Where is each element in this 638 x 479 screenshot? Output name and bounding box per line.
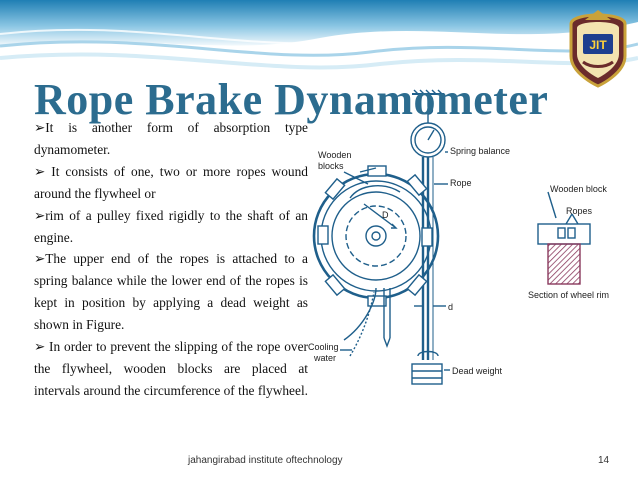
rope-brake-diagram xyxy=(304,88,638,400)
logo-text: JIT xyxy=(589,38,607,52)
bullet-list xyxy=(34,117,308,402)
bullet-item: ➢The upper end of the ropes is attached to a spring balance while the lower end of the ropes is kept in position by applying a dead weight as shown in Figure. xyxy=(34,251,308,333)
page-number: 14 xyxy=(598,455,610,466)
bullet-item: ➢rim of a pulley fixed rigidly to the shaft of an engine. xyxy=(34,207,308,245)
label-rope-d: d xyxy=(448,302,454,312)
label-diameter: D xyxy=(382,210,389,220)
label-dead-weight: Dead weight xyxy=(452,366,503,376)
label-wooden-blocks-2: blocks xyxy=(318,161,344,171)
college-logo xyxy=(563,6,633,90)
label-wooden-blocks-1: Wooden xyxy=(318,150,352,160)
label-wooden-block: Wooden block xyxy=(550,184,607,194)
label-spring-balance: Spring balance xyxy=(450,146,511,156)
label-rope: Rope xyxy=(450,178,472,188)
label-section: Section of wheel rim xyxy=(528,290,610,300)
label-cooling-1: Cooling xyxy=(308,342,339,352)
slide-title: Rope Brake Dynamometer xyxy=(34,75,549,124)
label-ropes: Ropes xyxy=(566,206,593,216)
bullet-item: ➢ It consists of one, two or more ropes wound around the flywheel or xyxy=(34,163,308,201)
bullet-item: ➢ In order to prevent the slipping of the rope over the flywheel, wooden blocks are placed at intervals around the circumference of the flywheel. xyxy=(34,339,309,398)
bullet-item: ➢It is another form of absorption type dynamometer. xyxy=(34,120,308,157)
label-cooling-2: water xyxy=(314,353,337,363)
footer-institute: jahangirabad institute oftechnology xyxy=(188,455,343,466)
